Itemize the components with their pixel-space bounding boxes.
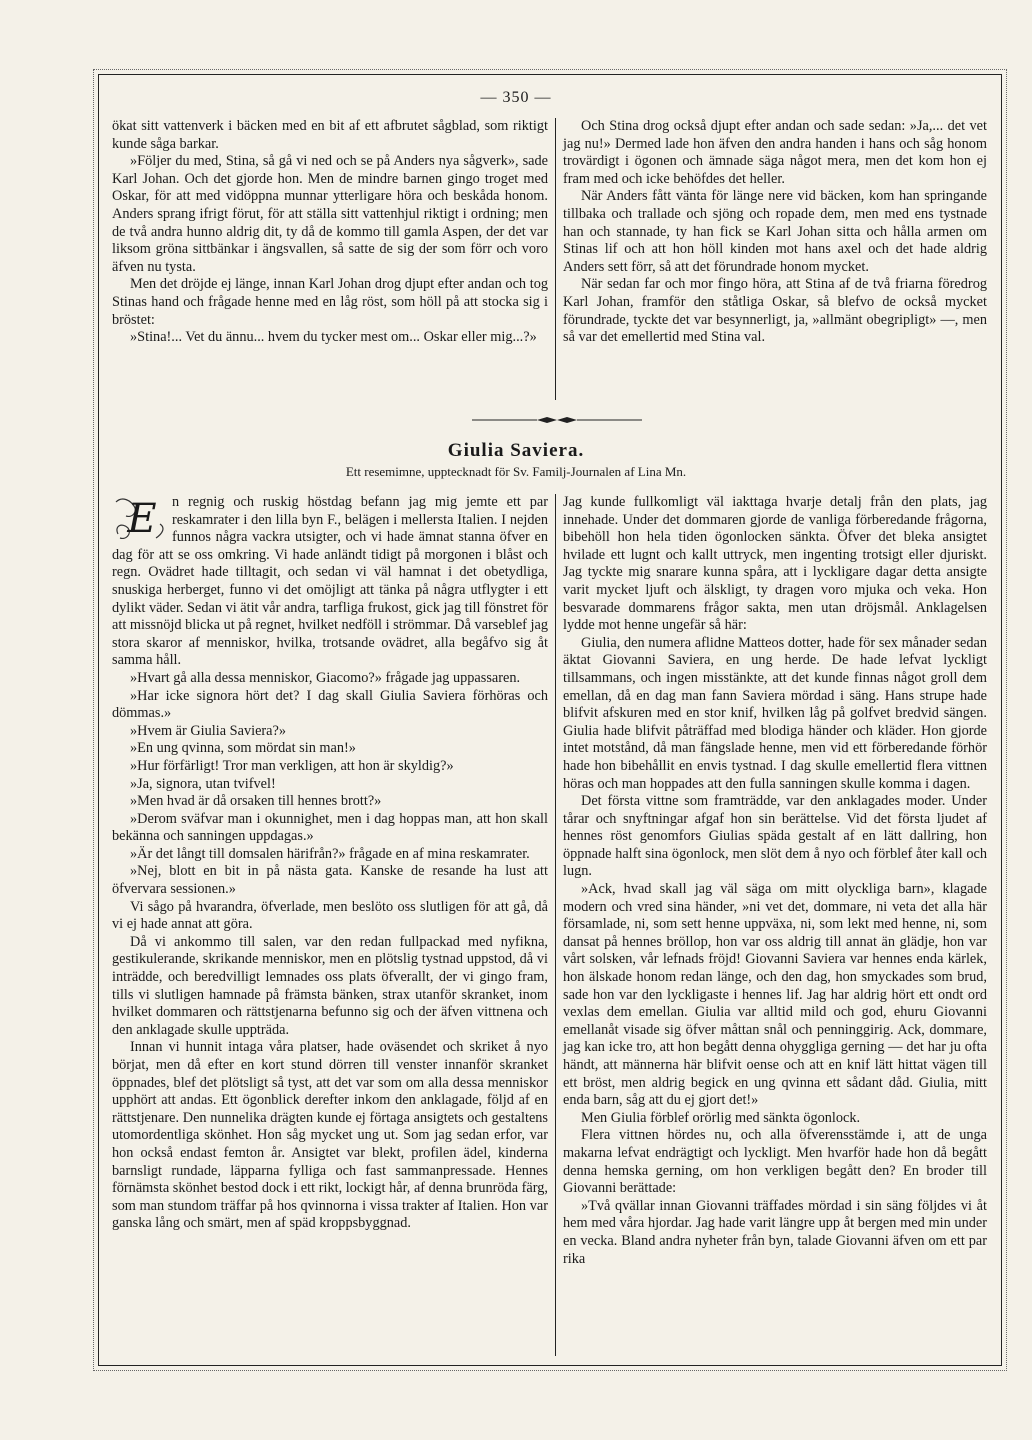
article-left-column — [112, 494, 548, 1233]
page-number: — 350 — — [480, 89, 552, 106]
paragraph: »Stina!... Vet du ännu... hvem du tycker mest om... Oskar eller mig...?» — [130, 329, 537, 346]
paragraph — [112, 494, 548, 670]
paragraph: »Derom sväfvar man i okunnighet, men i dag hoppas man, att hon skall bekänna och sanningen uppdagas.» — [112, 810, 548, 845]
paragraph: När Anders fått vänta för länge nere vid bäcken, kom han springande tillbaka och trallade och sjöng och ropade dem, men med ens tystnade han och stannade, ty han fick se Karl Johan sitta och hålla armen om Stinas lif och att hon höll kinden mot hans axel och det hade aldrig Anders sett förr, så att det förundrade honom mycket. — [563, 188, 987, 275]
paragraph: Jag kunde fullkomligt väl iakttaga hvarje detalj från den plats, jag innehade. Under det dommaren gjorde de vanliga förberedande frågorna, bibehöll hon hela tiden ögonlocken sänkta. Öfver det bleka ansigtet hvilade ett lugnt och kallt uttryck, men ingenting trotsigt eller djuriskt. Jag tyckte mig snarare kunna spåra, att i lyckligare dagar detta ansigte varit mycket ljuft och älskligt, ty dragen voro mjuka och veka. Hon besvarade dommarens frågor sakta, men utan dröjsmål. Anklagelsen lydde mot henne ungefär så här: — [563, 494, 987, 634]
article-right-column — [563, 494, 987, 1268]
paragraph: Då vi ankommo till salen, var den redan fullpackad med nyfikna, gestikulerande, skrikande menniskor, men en plötslig tystnad uppstod, då vi inträdde, och beredvilligt lemnades oss plats öfverallt, der vi gingo fram, tills vi slutligen hamnade på främsta bänken, strax utanför skranket, inom hvilket dommaren och rättstjenarna befunno sig och der äfven vittnena och den anklagade skulle uppträda. — [112, 933, 548, 1038]
paragraph: Vi sågo på hvarandra, öfverlade, men beslöto oss slutligen för att gå, då vi ej hade annat att göra. — [112, 898, 548, 933]
column-divider — [555, 118, 556, 400]
paragraph: Flera vittnen hördes nu, och alla öfverensstämde i, att de unga makarna lefvat endrägtigt och lyckligt. Men hvarför hade hon då begått denna hemska gerning, om hon verkligen begått den? En broder till Giovanni berättade: — [563, 1127, 987, 1197]
paragraph: Och Stina drog också djupt efter andan och sade sedan: »Ja,... det vet jag nu!» Dermed lade hon äfven den andra handen i hans och såg honom trovärdigt i ögonen och ämnade säga något mera, men det kom hon ej fram med och icke behöfdes det heller. — [563, 118, 987, 187]
top-left-column — [112, 118, 548, 347]
column-divider — [555, 494, 556, 1356]
paragraph: »Ja, signora, utan tvifvel! — [130, 775, 276, 792]
article-title: Giulia Saviera. — [447, 440, 585, 461]
paragraph: »Hvem är Giulia Saviera?» — [130, 722, 287, 739]
paragraph: Det första vittne som framträdde, var den anklagades moder. Under tårar och snyftningar afgaf hon sin berättelse. Vid det första ljudet af hennes röst genomfors Giulias späda gestalt af en lätt dallring, hon öppnade halft sina ögonlock, men slöt dem å nyo och förblef åter kall och lugn. — [563, 793, 987, 880]
initial-letter-text: E — [127, 496, 157, 542]
ornament-divider — [472, 416, 642, 424]
paragraph: När sedan far och mor fingo höra, att Stina af de två friarna föredrog Karl Johan, framför den ståtliga Oskar, så blefvo de också mycket förundrade, tyckte det var besynnerligt, ja, »allmänt obegripligt» —, men så var det emellertid med Stina val. — [563, 276, 987, 346]
paragraph: »Har icke signora hört det? I dag skall Giulia Saviera förhöras och dömmas.» — [112, 687, 548, 722]
article-subtitle: Ett resemimne, upptecknadt för Sv. Familj-Journalen af Lina Mn. — [345, 464, 687, 479]
paragraph: Innan vi hunnit intaga våra platser, hade oväsendet och skriket å nyo börjat, men då efter en kort stund dörren till venster innanför skranket öppnades, blef det plötsligt så tyst, att det var som om alla dessa menniskor upphört att andas. Ett ögonblick derefter inkom den anklagade, följd af en rättstjenare. Den nunnelika drägten kunde ej förtaga ansigtets och gestaltens utomordentliga skönhet. Hon såg mycket ung ut. Som jag sedan erfor, var hon också endast femton år. Ansigtet var blekt, profilen ädel, kinderna barnsligt rundade, läpparna fylliga och fast sammanpressade. Hennes förnämsta skönhet bestod dock i ett rikt, lockigt hår, af denna brunröda färg, som man stundom träffar på hos qvinnorna i vissa trakter af Italien. Hon var ganska lång och smärt, men af späd kroppsbyggnad. — [112, 1039, 548, 1232]
paragraph: »Hur förfärligt! Tror man verkligen, att hon är skyldig?» — [130, 757, 454, 774]
first-paragraph-text: n regnig och ruskig höstdag befann jag mig jemte ett par reskamrater i den lilla byn F., belägen i mellersta Italien. I nejden funnos några vackra utsigter, och vi hade ämnat stanna öfver en dag för att se oss omkring. Vi hade anländt tidigt på morgonen i blåst och regn. Ovädret hade tilltagit, och sedan vi väl hamnat i det obetydliga, snuskiga herberget, funno vi det omöjligt att tänka på några utflygter i ett dylikt väder. Sedan vi ätit vår andra, tarfliga frukost, gick jag till fönstret för att missnöjd blicka ut på regnet, hvilket nedföll i strömmar. Då varseblef jag stora skaror af menniskor, hvilka, trotsande ovädret, alla begåfvo sig åt samma håll. — [112, 494, 548, 669]
paragraph: Men det dröjde ej länge, innan Karl Johan drog djupt efter andan och tog Stinas hand och frågade henne med en låg röst, som höll på att stocka sig i bröstet: — [112, 276, 548, 328]
top-right-column — [563, 118, 987, 347]
paragraph: »Är det långt till domsalen härifrån?» frågade en af mina reskamrater. — [130, 845, 530, 862]
decorated-initial-letter — [112, 494, 168, 544]
paragraph: Giulia, den numera aflidne Matteos dotter, hade för sex månader sedan äktat Giovanni Saviera, en ung herde. De hade lefvat lyckligt tillsammans, och ingen misstänkte, att det kunde finnas något groll dem emellan, då en dag man fann Saviera mördad i säng. Hans strupe hade blifvit afskuren med en stor knif, hvilken låg på golfvet bredvid sängen. Giulia hade blifvit påträffad med blodiga händer och kläder. Hon gjorde intet motstånd, då man fängslade henne, men vid ett förberedande förhör hade hon bibehållit en envis tystnad. I dag skulle emellertid flera vittnen höras och man hoppades att den fulla sanningen skulle komma i dagen. — [563, 634, 987, 792]
paragraph: »Följer du med, Stina, så gå vi ned och se på Anders nya sågverk», sade Karl Johan. Och det gjorde hon. Men de mindre barnen gingo troget med Oskar, för att med vidöppna munnar ytterligare höra och beskåda honom. Anders sprang ifrigt förut, för att ställa sitt vattenhjul riktigt i ordning; men de två andra hunno aldrig dit, ty då de kommo till gamla Aspen, der det var liksom gröna sittbänkar i ängsvallen, så satte de sig der som förr och voro äfven nu tysta. — [112, 153, 548, 275]
paragraph: »Två qvällar innan Giovanni träffades mördad i sin säng följdes vi åt hem med våra hjordar. Jag hade varit längre upp åt bergen med min under en vecka. Bland andra nyheter från byn, talade Giovanni äfven om ett par rika — [563, 1197, 987, 1267]
paragraph: »Ack, hvad skall jag väl säga om mitt olyckliga barn», klagade modern och vred sina händer, »ni vet det, dommare, ni veta det alla här församlade, ni, som sett henne uppväxa, ni, som lekt med henne, ni, som dansat på hennes bröllop, hon var oss aldrig till annat än glädje, hon var vårt solsken, vår lefnads fröjd! Giovanni Saviera var hennes enda kärlek, hon älskade honom redan länge, och den dag, hon smyckades som brud, sade hon var den lyckligaste i hennes lif. Jag har aldrig hört ett ondt ord vexlas dem emellan. Giulia var alltid mild och god, ehuru Giovanni emellanåt visade sig öfver måttan snål och penninggirig. Ack, dommare, jag kan icke tro, att hon begått denna ohyggliga gerning — det har ju ofta händt, att männerna här blifvit oense och att en knif lätt hittat vägen till ett bröst, men aldrig begick en ung qvinna ett sådant dåd. Giulia, mitt enda barn, såg att du ej gjort det!» — [563, 881, 987, 1109]
paragraph: ökat sitt vattenverk i bäcken med en bit af ett afbrutet sågblad, som riktigt kunde såga barkar. — [112, 118, 548, 152]
paragraph: »Men hvad är då orsaken till hennes brott?» — [130, 793, 382, 810]
paragraph: »Hvart gå alla dessa menniskor, Giacomo?» frågade jag uppassaren. — [130, 669, 521, 686]
paragraph: »En ung qvinna, som mördat sin man!» — [130, 740, 356, 757]
paragraph: Men Giulia förblef orörlig med sänkta ögonlock. — [581, 1109, 861, 1126]
paragraph: »Nej, blott en bit in på nästa gata. Kanske de resande ha lust att öfvervara sessionen.» — [112, 863, 548, 898]
